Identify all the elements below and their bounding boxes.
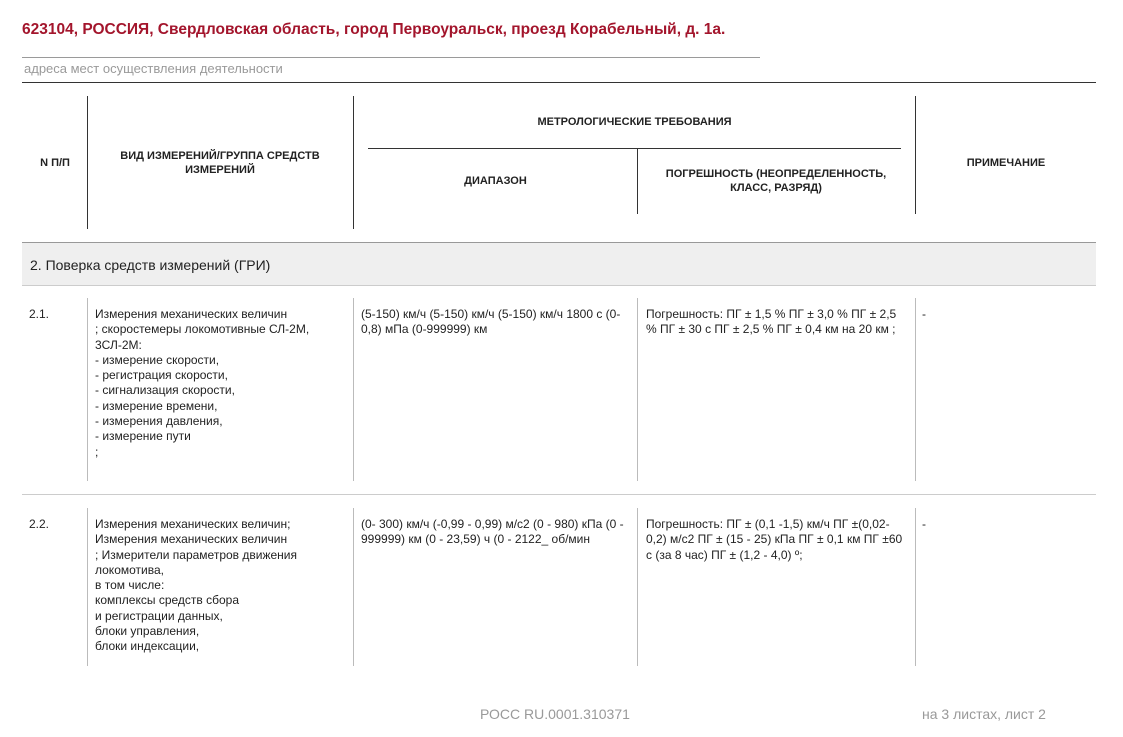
type-line: локомотива, <box>95 562 164 577</box>
row-measurement-type <box>95 517 347 655</box>
type-line: - измерения давления, <box>95 414 223 429</box>
row-divider <box>353 508 354 666</box>
type-line: - сигнализация скорости, <box>95 383 235 398</box>
row-separator <box>22 494 1096 495</box>
row-divider <box>353 298 354 481</box>
header-col-type: ВИД ИЗМЕРЕНИЙ/ГРУППА СРЕДСТВ ИЗМЕРЕНИЙ <box>120 150 320 176</box>
row-divider <box>87 298 88 481</box>
type-line: - измерение времени, <box>95 398 218 413</box>
header-divider <box>87 96 88 229</box>
row-range: (0- 300) км/ч (-0,99 - 0,99) м/с2 (0 - 980) кПа (0 - 999999) км (0 - 23,59) ч (0 - 2122_ об/мин <box>361 517 624 547</box>
row-error: Погрешность: ПГ ± 1,5 % ПГ ± 3,0 % ПГ ± 2,5 % ПГ ± 30 с ПГ ± 2,5 % ПГ ± 0,4 км на 20 км ; <box>646 307 897 337</box>
row-measurement-type <box>95 307 347 460</box>
header-divider <box>915 96 916 214</box>
row-divider <box>915 508 916 666</box>
row-range: (5-150) км/ч (5-150) км/ч (5-150) км/ч 1800 с (0-0,8) мПа (0-999999) км <box>361 307 621 337</box>
registration-number: РОСС RU.0001.310371 <box>480 706 630 722</box>
type-line: ; Измерители параметров движения <box>95 547 297 562</box>
type-line: блоки индексации, <box>95 639 200 654</box>
address-title: 623104, РОССИЯ, Свердловская область, город Первоуральск, проезд Корабельный, д. 1а. <box>22 21 726 38</box>
address-underline <box>22 57 760 58</box>
type-line: и регистрации данных, <box>95 608 223 623</box>
type-line: в том числе: <box>95 578 165 593</box>
type-line: Измерения механических величин <box>95 307 288 321</box>
row-error: Погрешность: ПГ ± (0,1 -1,5) км/ч ПГ ±(0,02-0,2) м/с2 ПГ ± (15 - 25) кПа ПГ ± 0,1 км ПГ ±60 с (за 8 час) ПГ ± (1,2 - 4,0) º; <box>646 517 903 562</box>
header-divider <box>637 148 638 214</box>
row-number: 2.1. <box>29 307 50 321</box>
page-indicator: на 3 листах, лист 2 <box>922 706 1046 722</box>
type-line: ; <box>95 444 99 459</box>
row-divider <box>637 508 638 666</box>
header-col-number: N П/П <box>40 157 70 169</box>
type-line: Измерения механических величин; <box>95 517 291 531</box>
header-col-range: ДИАПАЗОН <box>464 175 527 187</box>
type-line: - регистрация скорости, <box>95 368 228 383</box>
section-title: 2. Поверка средств измерений (ГРИ) <box>30 257 271 273</box>
row-note: - <box>922 307 926 321</box>
row-divider <box>915 298 916 481</box>
row-divider <box>637 298 638 481</box>
header-col-metro: МЕТРОЛОГИЧЕСКИЕ ТРЕБОВАНИЯ <box>537 116 732 128</box>
table-top-rule <box>22 82 1096 83</box>
type-line: 3СЛ-2М: <box>95 337 142 352</box>
type-line: ; скоростемеры локомотивные СЛ-2М, <box>95 322 310 337</box>
section-row <box>22 242 1096 286</box>
type-line: - измерение пути <box>95 429 191 444</box>
row-note: - <box>922 517 926 531</box>
type-line: блоки управления, <box>95 624 200 639</box>
type-line: комплексы средств сбора <box>95 593 240 608</box>
header-col-error: ПОГРЕШНОСТЬ (НЕОПРЕДЕЛЕННОСТЬ, КЛАСС, РАЗРЯД) <box>665 168 887 194</box>
type-line: - измерение скорости, <box>95 352 220 367</box>
header-metro-rule <box>368 148 901 149</box>
address-caption: адреса мест осуществления деятельности <box>24 61 283 76</box>
type-line: Измерения механических величин <box>95 532 288 547</box>
row-number: 2.2. <box>29 517 50 531</box>
header-col-note: ПРИМЕЧАНИЕ <box>966 157 1046 169</box>
row-divider <box>87 508 88 666</box>
